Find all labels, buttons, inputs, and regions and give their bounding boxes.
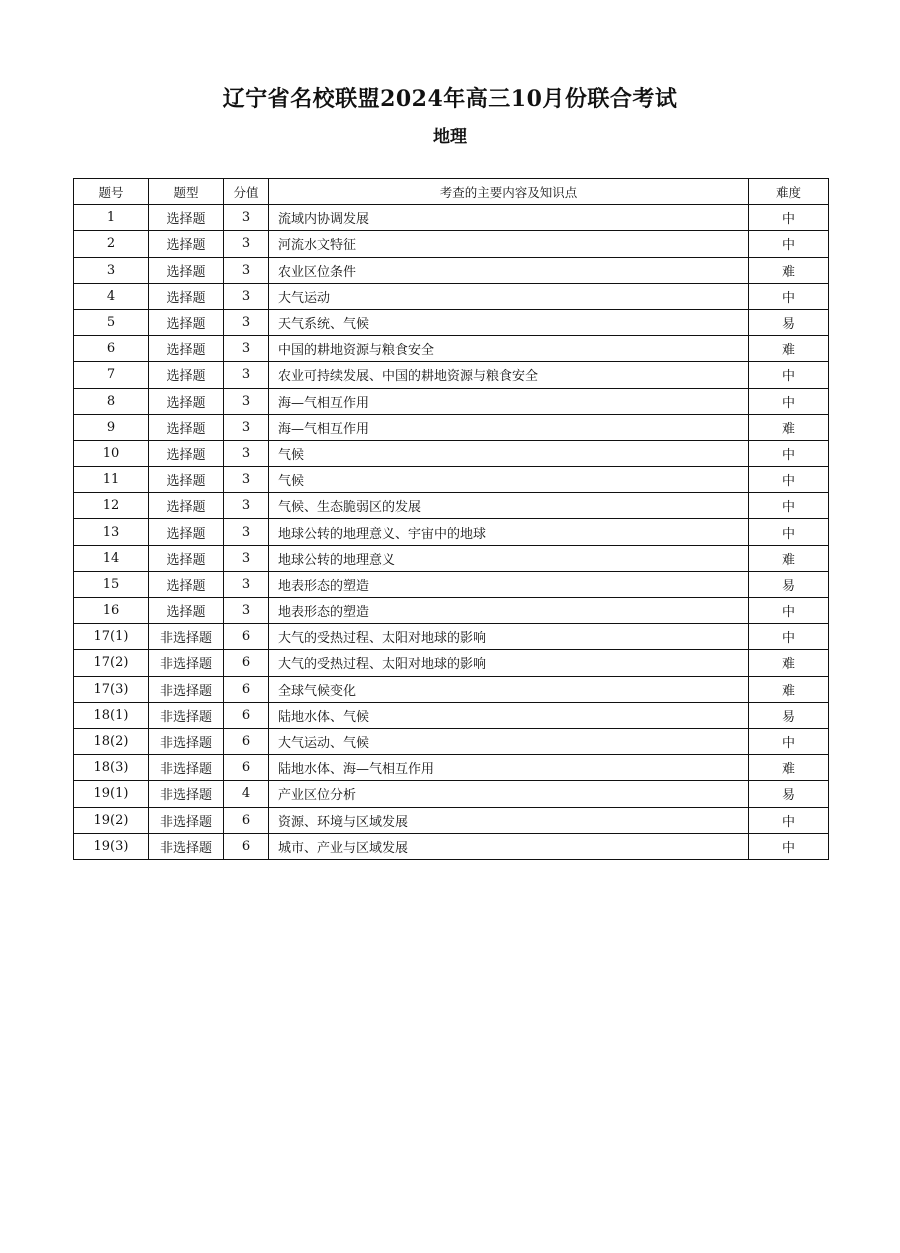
table-row	[74, 598, 829, 624]
cell-content: 陆地水体、海—气相互作用	[269, 755, 749, 781]
table-row	[74, 650, 829, 676]
cell-question-number: 18(1)	[74, 702, 149, 728]
cell-question-type: 选择题	[149, 493, 224, 519]
table-row	[74, 205, 829, 231]
cell-content: 农业可持续发展、中国的耕地资源与粮食安全	[269, 362, 749, 388]
cell-content: 中国的耕地资源与粮食安全	[269, 336, 749, 362]
table-row	[74, 231, 829, 257]
document-title: 辽宁省名校联盟2024年高三10月份联合考试	[222, 86, 678, 112]
table-row	[74, 414, 829, 440]
document-subject: 地理	[433, 127, 467, 147]
cell-difficulty: 中	[749, 388, 829, 414]
cell-score: 6	[224, 702, 269, 728]
table-row	[74, 388, 829, 414]
cell-difficulty: 中	[749, 728, 829, 754]
cell-question-type: 非选择题	[149, 781, 224, 807]
cell-score: 3	[224, 519, 269, 545]
cell-difficulty: 中	[749, 807, 829, 833]
cell-score: 3	[224, 362, 269, 388]
table-row	[74, 440, 829, 466]
cell-score: 3	[224, 467, 269, 493]
cell-difficulty: 易	[749, 702, 829, 728]
header-score: 分值	[224, 179, 269, 205]
cell-score: 3	[224, 283, 269, 309]
cell-difficulty: 中	[749, 440, 829, 466]
cell-question-type: 选择题	[149, 336, 224, 362]
cell-question-type: 选择题	[149, 231, 224, 257]
table-row	[74, 545, 829, 571]
cell-score: 3	[224, 388, 269, 414]
table-row	[74, 283, 829, 309]
cell-content: 地球公转的地理意义	[269, 545, 749, 571]
cell-question-type: 选择题	[149, 414, 224, 440]
cell-content: 大气运动	[269, 283, 749, 309]
cell-score: 3	[224, 571, 269, 597]
cell-question-type: 非选择题	[149, 833, 224, 859]
cell-question-number: 5	[74, 309, 149, 335]
cell-question-number: 6	[74, 336, 149, 362]
cell-content: 地球公转的地理意义、宇宙中的地球	[269, 519, 749, 545]
cell-score: 6	[224, 833, 269, 859]
cell-question-number: 18(2)	[74, 728, 149, 754]
cell-score: 3	[224, 257, 269, 283]
cell-difficulty: 易	[749, 571, 829, 597]
cell-question-type: 选择题	[149, 519, 224, 545]
table-row	[74, 676, 829, 702]
cell-content: 产业区位分析	[269, 781, 749, 807]
cell-content: 农业区位条件	[269, 257, 749, 283]
cell-difficulty: 中	[749, 205, 829, 231]
cell-score: 3	[224, 493, 269, 519]
table-row	[74, 728, 829, 754]
cell-question-number: 1	[74, 205, 149, 231]
cell-question-type: 选择题	[149, 283, 224, 309]
cell-difficulty: 中	[749, 519, 829, 545]
cell-difficulty: 中	[749, 598, 829, 624]
cell-difficulty: 难	[749, 650, 829, 676]
cell-score: 3	[224, 545, 269, 571]
cell-difficulty: 难	[749, 676, 829, 702]
cell-score: 6	[224, 755, 269, 781]
cell-score: 6	[224, 624, 269, 650]
cell-difficulty: 中	[749, 283, 829, 309]
cell-question-number: 19(1)	[74, 781, 149, 807]
cell-question-number: 10	[74, 440, 149, 466]
cell-score: 3	[224, 336, 269, 362]
cell-score: 6	[224, 676, 269, 702]
cell-content: 资源、环境与区域发展	[269, 807, 749, 833]
table-row	[74, 571, 829, 597]
cell-question-number: 18(3)	[74, 755, 149, 781]
cell-question-number: 14	[74, 545, 149, 571]
cell-difficulty: 中	[749, 493, 829, 519]
cell-score: 3	[224, 309, 269, 335]
table-row	[74, 257, 829, 283]
cell-score: 4	[224, 781, 269, 807]
table-row	[74, 833, 829, 859]
cell-score: 3	[224, 440, 269, 466]
cell-question-type: 选择题	[149, 388, 224, 414]
cell-content: 气候	[269, 440, 749, 466]
cell-difficulty: 难	[749, 336, 829, 362]
cell-question-type: 选择题	[149, 440, 224, 466]
cell-question-type: 选择题	[149, 545, 224, 571]
cell-score: 3	[224, 598, 269, 624]
cell-question-type: 选择题	[149, 205, 224, 231]
table-body	[74, 205, 829, 860]
cell-score: 3	[224, 205, 269, 231]
cell-question-type: 非选择题	[149, 755, 224, 781]
cell-question-type: 选择题	[149, 362, 224, 388]
cell-question-number: 12	[74, 493, 149, 519]
cell-question-number: 9	[74, 414, 149, 440]
cell-difficulty: 中	[749, 362, 829, 388]
cell-question-number: 16	[74, 598, 149, 624]
cell-question-type: 非选择题	[149, 624, 224, 650]
table-row	[74, 781, 829, 807]
cell-question-number: 15	[74, 571, 149, 597]
cell-question-type: 选择题	[149, 571, 224, 597]
cell-content: 天气系统、气候	[269, 309, 749, 335]
cell-score: 6	[224, 807, 269, 833]
cell-question-number: 7	[74, 362, 149, 388]
cell-question-type: 非选择题	[149, 728, 224, 754]
cell-difficulty: 难	[749, 755, 829, 781]
cell-question-type: 非选择题	[149, 676, 224, 702]
header-difficulty: 难度	[749, 179, 829, 205]
cell-difficulty: 易	[749, 781, 829, 807]
cell-question-number: 3	[74, 257, 149, 283]
cell-content: 全球气候变化	[269, 676, 749, 702]
knowledge-point-table	[73, 178, 829, 860]
cell-difficulty: 难	[749, 414, 829, 440]
cell-question-number: 11	[74, 467, 149, 493]
cell-content: 河流水文特征	[269, 231, 749, 257]
cell-question-number: 17(1)	[74, 624, 149, 650]
cell-content: 大气运动、气候	[269, 728, 749, 754]
cell-score: 6	[224, 650, 269, 676]
table-row	[74, 519, 829, 545]
header-content: 考查的主要内容及知识点	[269, 179, 749, 205]
cell-question-type: 选择题	[149, 598, 224, 624]
cell-question-number: 19(2)	[74, 807, 149, 833]
cell-score: 3	[224, 414, 269, 440]
cell-difficulty: 中	[749, 833, 829, 859]
header-question-number: 题号	[74, 179, 149, 205]
table-row	[74, 493, 829, 519]
cell-content: 流域内协调发展	[269, 205, 749, 231]
table-row	[74, 702, 829, 728]
table-row	[74, 309, 829, 335]
cell-question-number: 13	[74, 519, 149, 545]
cell-difficulty: 难	[749, 545, 829, 571]
cell-content: 地表形态的塑造	[269, 598, 749, 624]
cell-question-number: 17(3)	[74, 676, 149, 702]
cell-question-type: 非选择题	[149, 702, 224, 728]
cell-score: 3	[224, 231, 269, 257]
cell-question-type: 选择题	[149, 467, 224, 493]
cell-question-type: 非选择题	[149, 807, 224, 833]
table-row	[74, 624, 829, 650]
cell-content: 陆地水体、气候	[269, 702, 749, 728]
table-row	[74, 807, 829, 833]
cell-question-number: 4	[74, 283, 149, 309]
cell-content: 城市、产业与区域发展	[269, 833, 749, 859]
cell-content: 海—气相互作用	[269, 388, 749, 414]
cell-question-number: 2	[74, 231, 149, 257]
cell-question-number: 17(2)	[74, 650, 149, 676]
cell-content: 气候、生态脆弱区的发展	[269, 493, 749, 519]
cell-content: 大气的受热过程、太阳对地球的影响	[269, 624, 749, 650]
table-row	[74, 467, 829, 493]
table-header-row	[74, 179, 829, 205]
cell-question-type: 选择题	[149, 309, 224, 335]
cell-question-type: 选择题	[149, 257, 224, 283]
table-row	[74, 362, 829, 388]
cell-difficulty: 中	[749, 231, 829, 257]
cell-question-number: 19(3)	[74, 833, 149, 859]
cell-content: 大气的受热过程、太阳对地球的影响	[269, 650, 749, 676]
table-row	[74, 755, 829, 781]
cell-difficulty: 中	[749, 467, 829, 493]
cell-content: 海—气相互作用	[269, 414, 749, 440]
header-question-type: 题型	[149, 179, 224, 205]
cell-difficulty: 难	[749, 257, 829, 283]
cell-question-number: 8	[74, 388, 149, 414]
cell-content: 气候	[269, 467, 749, 493]
cell-difficulty: 中	[749, 624, 829, 650]
table-row	[74, 336, 829, 362]
cell-difficulty: 易	[749, 309, 829, 335]
cell-content: 地表形态的塑造	[269, 571, 749, 597]
cell-score: 6	[224, 728, 269, 754]
cell-question-type: 非选择题	[149, 650, 224, 676]
